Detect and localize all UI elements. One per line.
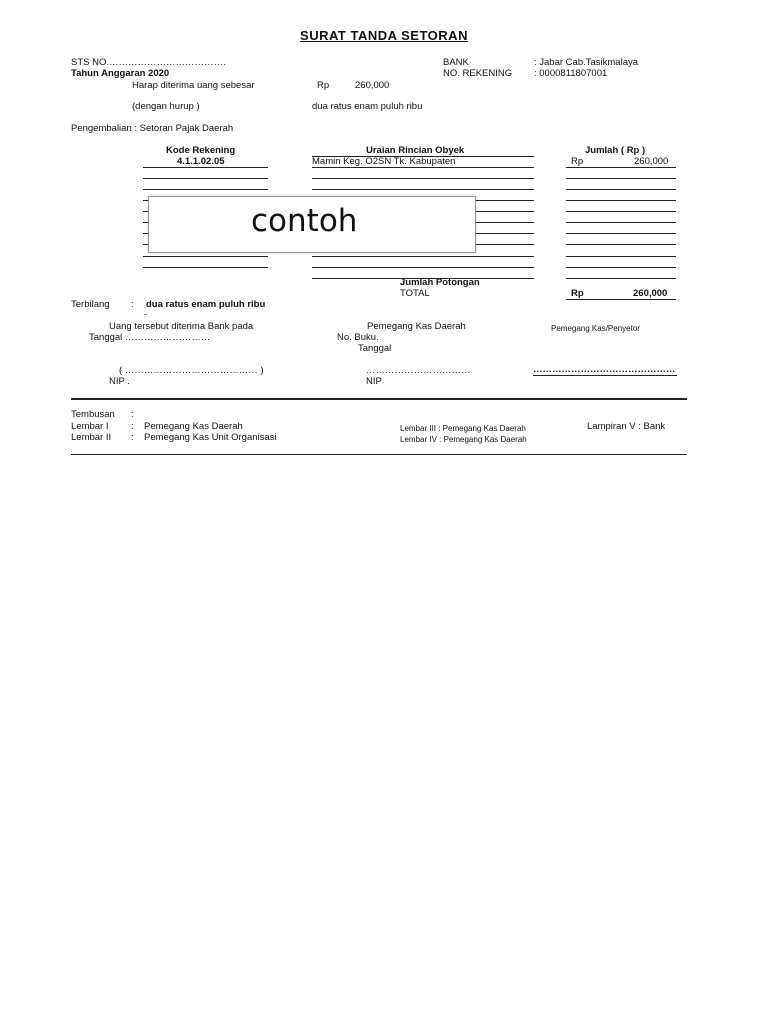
bank-value: : Jabar Cab.Tasikmalaya [534, 57, 639, 68]
table-line [143, 178, 268, 179]
tembusan-colon: : [131, 409, 134, 420]
row-kode: 4.1.1.02.05 [177, 156, 225, 167]
total-currency: Rp [571, 288, 584, 299]
harap-diterima-label: Harap diterima uang sebesar [132, 80, 255, 91]
total-value: 260,000 [633, 288, 668, 299]
signature-dots-left: ( …………………………………… ) [119, 365, 264, 376]
lembar2-value: Pemegang Kas Unit Organisasi [144, 432, 277, 443]
table-line [143, 189, 268, 190]
table-line [566, 189, 676, 190]
tanggal-mid: Tanggal [358, 343, 392, 354]
row-jumlah: 260,000 [634, 156, 669, 167]
table-line [566, 267, 676, 268]
section-divider [71, 398, 687, 400]
table-line [566, 167, 676, 168]
table-line [566, 256, 676, 257]
table-line [312, 189, 534, 190]
signature-dots-mid: …………………………… [366, 365, 471, 376]
row-currency: Rp [571, 156, 584, 167]
table-line [312, 256, 534, 257]
amount-words: dua ratus enam puluh ribu [312, 101, 423, 112]
table-line [566, 211, 676, 212]
pemegang-kas-label: Pemegang Kas Daerah [367, 321, 466, 332]
table-line [566, 222, 676, 223]
table-line [312, 267, 534, 268]
lembar1-colon: : [131, 421, 134, 432]
table-line [566, 178, 676, 179]
lembar4: Lembar IV : Pemegang Kas Daerah [400, 435, 527, 444]
signature-underline [533, 375, 677, 376]
rekening-label: NO. REKENING [443, 68, 513, 79]
table-line [143, 167, 268, 168]
table-line [312, 167, 534, 168]
bottom-divider [71, 454, 687, 455]
table-line [143, 256, 268, 257]
col-kode-rekening: Kode Rekening [166, 145, 236, 156]
rekening-value: : 0000811807001 [534, 68, 608, 79]
pengembalian: Pengembalian : Setoran Pajak Daerah [71, 123, 234, 134]
total-line [566, 299, 676, 300]
table-line [566, 200, 676, 201]
terbilang-dash: - [144, 309, 148, 320]
lembar2-label: Lembar II [71, 432, 112, 443]
tanggal-left: Tanggal ……………………… [89, 332, 211, 343]
row-uraian: Mamin Keg. O2SN Tk. Kabupaten [312, 156, 456, 167]
lembar2-colon: : [131, 432, 134, 443]
lembar1-label: Lembar I [71, 421, 109, 432]
lembar3: Lembar III : Pemegang Kas Daerah [400, 424, 526, 433]
tahun-anggaran: Tahun Anggaran 2020 [71, 68, 170, 79]
currency-label: Rp [317, 80, 330, 91]
table-line [312, 156, 534, 157]
sts-number: STS NO.………………………………. [71, 57, 226, 68]
uang-diterima-label: Uang tersebut diterima Bank pada [109, 321, 254, 332]
table-line [566, 278, 676, 279]
total-label: TOTAL [400, 288, 430, 299]
terbilang-label: Terbilang [71, 299, 110, 310]
tembusan-label: Tembusan [71, 409, 115, 420]
contoh-stamp [148, 196, 476, 253]
table-line [566, 233, 676, 234]
lembar1-value: Pemegang Kas Daerah [144, 421, 243, 432]
contoh-stamp-text: contoh [251, 203, 358, 239]
table-line [566, 244, 676, 245]
nip-left: NIP . [109, 376, 130, 387]
document-title: SURAT TANDA SETORAN [300, 28, 468, 43]
bank-label: BANK [443, 57, 469, 68]
no-buku-label: No. Buku. [337, 332, 379, 343]
dengan-hurup-label: (dengan hurup ) [132, 101, 200, 112]
jumlah-potongan: Jumlah Potongan [400, 277, 480, 288]
terbilang-colon: : [131, 299, 134, 310]
terbilang-value: dua ratus enam puluh ribu [146, 299, 266, 310]
signature-dots-right: ……………………………………… [533, 364, 676, 375]
lampiran: Lampiran V : Bank [587, 421, 666, 432]
penyetor-label: Pemegang Kas/Penyetor [551, 324, 640, 333]
amount-value: 260,000 [355, 80, 390, 91]
table-line [143, 267, 268, 268]
col-jumlah: Jumlah ( Rp ) [585, 145, 646, 156]
nip-mid: NIP [366, 376, 382, 387]
table-line [312, 178, 534, 179]
col-uraian: Uraian Rincian Obyek [366, 145, 465, 156]
